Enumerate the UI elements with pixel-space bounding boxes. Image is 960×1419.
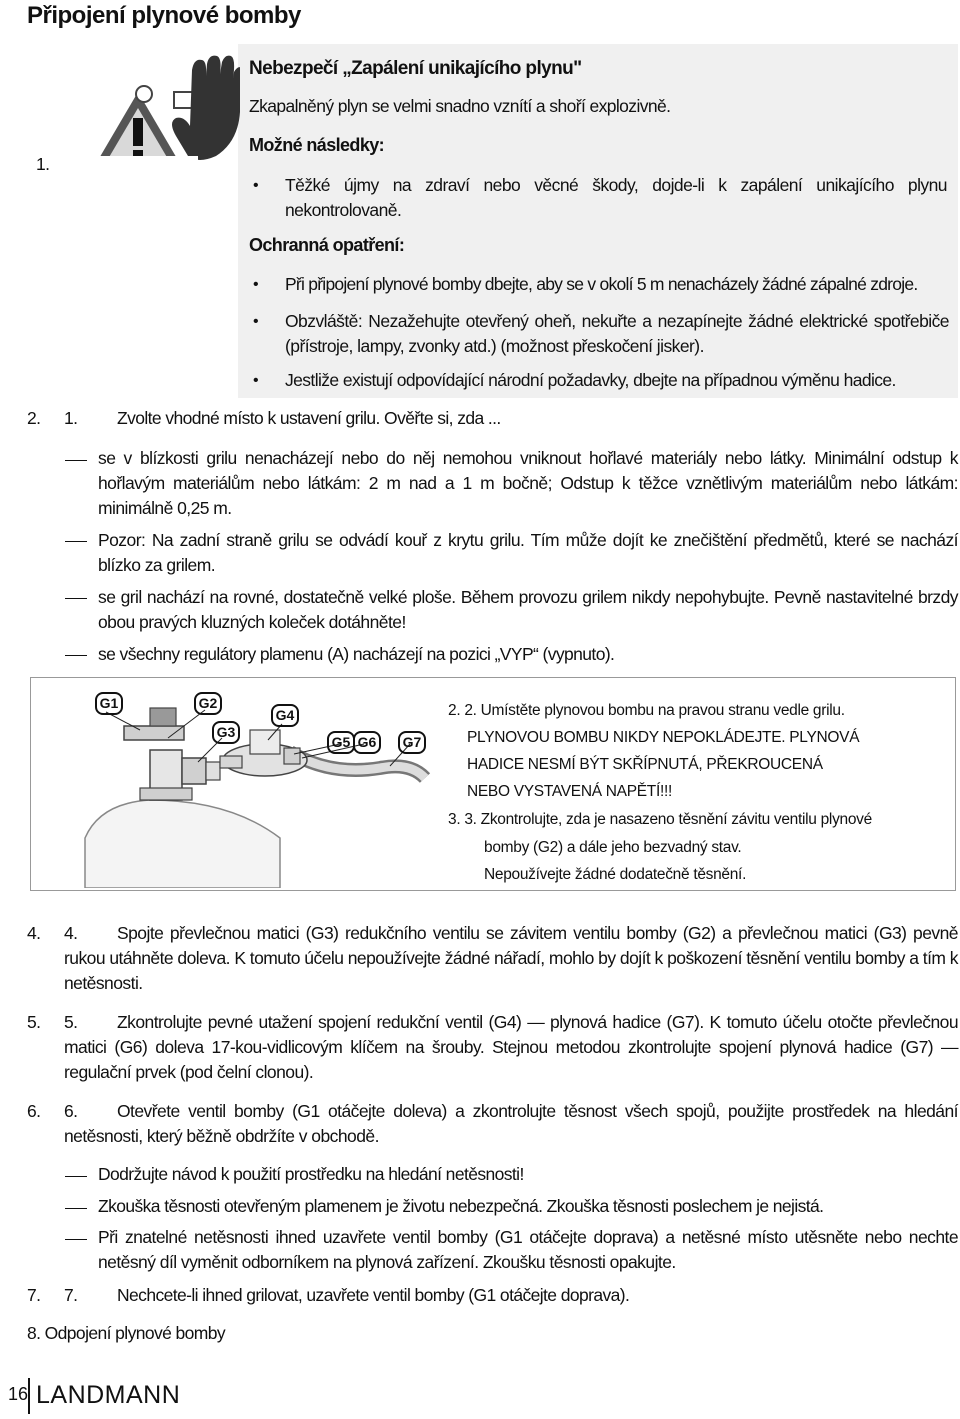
- consequence-item: Těžké újmy na zdraví nebo věcné škody, dojde-li k zapálení unikajícího plynu nekontrolovaně.: [285, 175, 947, 220]
- step-6-item: Dodržujte návod k použití prostředku na hledání netěsnosti!: [98, 1164, 524, 1184]
- step-7-number: 7.: [27, 1285, 41, 1305]
- dash-icon: [65, 1239, 87, 1240]
- consequences-label: Možné následky:: [249, 135, 385, 155]
- step-3-3-text: 3. 3. Zkontrolujte, zda je nasazeno těsnění závitu ventilu plynové: [448, 811, 872, 828]
- step-5-subnumber: 5.: [64, 1012, 78, 1032]
- measure-item: Obzvláště: Nezažehujte otevřený oheň, nekuřte a nezapínejte žádné elektrické spotřebiče (přístroje, lampy, zvonky atd.) (možnost přeskočení jisker).: [285, 311, 949, 356]
- step-2-2-warning: HADICE NESMÍ BÝT SKŘÍPNUTÁ, PŘEKROUCENÁ: [467, 756, 823, 773]
- dash-icon: [65, 541, 87, 542]
- step-7-text: Nechcete-li ihned grilovat, uzavřete ventil bomby (G1 otáčejte doprava).: [117, 1285, 630, 1305]
- warning-heading: Nebezpečí „Zapálení unikajícího plynu": [249, 58, 582, 79]
- step-2-number: 2.: [27, 408, 41, 428]
- dash-icon: [65, 1176, 87, 1177]
- brand-logo: LANDMANN: [36, 1381, 181, 1409]
- bullet-icon: •: [253, 276, 259, 293]
- step-6-subnumber: 6.: [64, 1101, 78, 1121]
- step-4-text: Spojte převlečnou matici (G3) redukčního ventilu se závitem ventilu bomby (G2) a převlečnou matici (G3) pevně rukou utáhněte doleva. K tomuto účelu nepoužívejte žádné nářadí, mohlo by dojít k poškození těsnění ventilu bomby a tím k netěsnosti.: [64, 923, 958, 993]
- dash-icon: [65, 598, 87, 599]
- warning-stop-icon: [80, 52, 240, 174]
- step-2-2-warning: PLYNOVOU BOMBU NIKDY NEPOKLÁDEJTE. PLYNOVÁ: [467, 729, 860, 746]
- dash-icon: [65, 655, 87, 656]
- step-2-text: Zvolte vhodné místo k ustavení grilu. Ověřte si, zda ...: [117, 408, 501, 428]
- dash-icon: [65, 460, 87, 461]
- step-2-2-text: 2. 2. Umístěte plynovou bombu na pravou stranu vedle grilu.: [448, 702, 845, 719]
- step-3-3-text: Nepoužívejte žádné dodatečně těsnění.: [484, 866, 747, 883]
- regulator-diagram: [80, 688, 440, 888]
- footer-divider: [28, 1378, 30, 1414]
- step-6-item: Při znatelné netěsnosti ihned uzavřete ventil bomby (G1 otáčejte doprava) a netěsné místo utěsněte nebo nechte netěsný díl vyměnit odborníkem na plynová zařízení. Zkoušku těsnosti opakujte.: [98, 1227, 958, 1272]
- step-2-item: se gril nachází na rovné, dostatečně velké ploše. Během provozu grilem nikdy nepohybujte. Pevně nastavitelné brzdy obou pravých kluzných koleček dotáhněte!: [98, 587, 958, 632]
- bullet-icon: •: [253, 177, 259, 194]
- step-3-3-text: bomby (G2) a dále jeho bezvadný stav.: [484, 839, 742, 856]
- step-6-item: Zkouška těsnosti otevřeným plamenem je životu nebezpečná. Zkouška těsnosti poslechem je nejistá.: [98, 1196, 824, 1216]
- label-g6: G6: [353, 731, 381, 754]
- step-2-2-warning: NEBO VYSTAVENÁ NAPĚTÍ!!!: [467, 783, 672, 800]
- step-6-number: 6.: [27, 1101, 41, 1121]
- step-2-item: se všechny regulátory plamenu (A) nacházejí na pozici „VYP“ (vypnuto).: [98, 644, 615, 664]
- label-g3: G3: [212, 721, 240, 744]
- step-7-subnumber: 7.: [64, 1285, 78, 1305]
- measure-item: Jestliže existují odpovídající národní požadavky, dbejte na případnou výměnu hadice.: [285, 370, 896, 390]
- measures-label: Ochranná opatření:: [249, 235, 405, 255]
- label-g5: G5: [327, 731, 355, 754]
- label-g7: G7: [398, 731, 426, 754]
- step-2-item: se v blízkosti grilu nenacházejí nebo do něj nemohou vniknout hořlavé materiály nebo látky. Minimální odstup k hořlavým materiálům nebo látkám: 2 m nad a 1 m bočně; Odstup k těžce vznětlivým materiálům nebo látkám: minimálně 0,25 m.: [98, 448, 958, 518]
- label-g1: G1: [95, 692, 123, 715]
- bullet-icon: •: [253, 372, 259, 389]
- page-number: 16: [8, 1384, 29, 1404]
- step-2-subnumber: 1.: [64, 408, 78, 428]
- step-8-text: 8. Odpojení plynové bomby: [27, 1323, 226, 1343]
- page-title: Připojení plynové bomby: [27, 2, 301, 29]
- label-g2: G2: [194, 692, 222, 715]
- measure-item: Při připojení plynové bomby dbejte, aby se v okolí 5 m nenacházely žádné zápalné zdroje.: [285, 274, 918, 294]
- step-5-text: Zkontrolujte pevné utažení spojení redukční ventil (G4) — plynová hadice (G7). K tomuto účelu otočte převlečnou matici (G6) doleva 17-kou-vidlicovým klíčem na šrouby. Stejnou metodou zkontrolujte spojení plynová hadice (G7) — regulační prvek (pod čelní clonou).: [64, 1012, 958, 1082]
- step-1-number: 1.: [36, 154, 50, 174]
- step-6-text: Otevřete ventil bomby (G1 otáčejte doleva) a zkontrolujte těsnost všech spojů, použijte prostředek na hledání netěsnosti, který běžně obdržíte v obchodě.: [64, 1101, 958, 1146]
- step-2-item: Pozor: Na zadní straně grilu se odvádí kouř z krytu grilu. Tím může dojít ke znečištění předmětů, které se nachází blízko za grilem.: [98, 530, 958, 575]
- bullet-icon: •: [253, 313, 259, 330]
- step-5-number: 5.: [27, 1012, 41, 1032]
- dash-icon: [65, 1208, 87, 1209]
- label-g4: G4: [271, 704, 299, 727]
- step-4-number: 4.: [27, 923, 41, 943]
- step-4-subnumber: 4.: [64, 923, 78, 943]
- warning-line: Zkapalněný plyn se velmi snadno vznítí a shoří explozivně.: [249, 96, 671, 116]
